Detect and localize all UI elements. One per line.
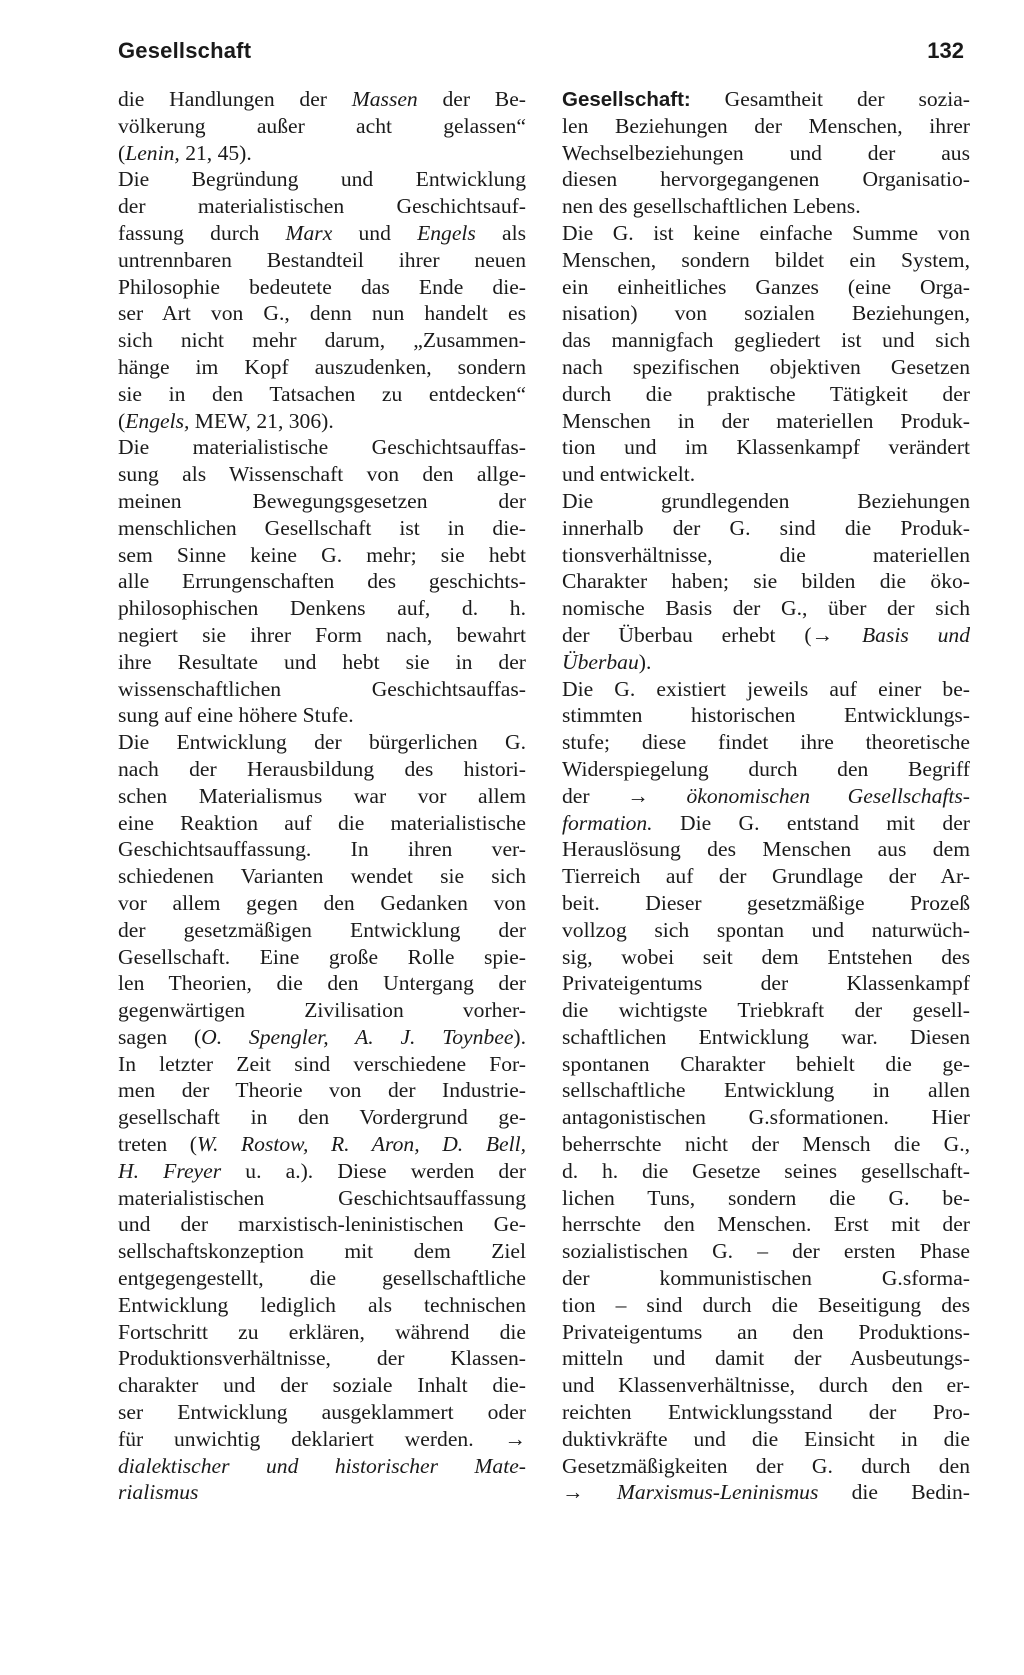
text-line xyxy=(562,1319,970,1346)
text-line xyxy=(562,140,970,167)
text-run: stufe; diese findet ihre theoretische xyxy=(562,730,970,755)
text-run: sellschaftskonzeption mit dem Ziel xyxy=(118,1239,526,1264)
text-line xyxy=(562,193,970,220)
text-line xyxy=(562,1051,970,1078)
text-run: gegenwärtigen Zivilisation vorher- xyxy=(118,998,526,1023)
text-run: innerhalb der G. sind die Produk- xyxy=(562,515,970,540)
text-run: sie in den Tatsachen zu entdecken“ xyxy=(118,381,526,406)
italic-text: O. Spengler, A. J. Toynbee xyxy=(201,1024,514,1049)
text-run: sung als Wissenschaft von den allge- xyxy=(118,462,526,487)
text-run: Geschichtsauffassung. In ihren ver- xyxy=(118,837,526,862)
text-line xyxy=(562,86,970,113)
text-run: 21, 45). xyxy=(179,140,252,165)
text-line xyxy=(118,515,526,542)
text-line xyxy=(118,140,526,167)
text-run: Entwicklung lediglich als technischen xyxy=(118,1292,526,1317)
text-line xyxy=(562,1265,970,1292)
text-line xyxy=(118,542,526,569)
text-run: Menschen in der materiellen Produk- xyxy=(562,408,970,433)
text-line xyxy=(562,1024,970,1051)
text-line xyxy=(562,381,970,408)
text-line xyxy=(562,166,970,193)
text-run: ein einheitliches Ganzes (eine Orga- xyxy=(562,274,970,299)
text-run: Gesellschaft. Eine große Rolle spie- xyxy=(118,944,526,969)
text-line xyxy=(562,595,970,622)
text-line xyxy=(562,1158,970,1185)
text-line xyxy=(118,1077,526,1104)
text-run: duktivkräfte und die Einsicht in die xyxy=(562,1426,970,1451)
text-line xyxy=(562,327,970,354)
text-line xyxy=(118,1265,526,1292)
text-run: Gesamtheit der sozia- xyxy=(690,87,970,111)
text-line xyxy=(118,1185,526,1212)
text-line xyxy=(118,1238,526,1265)
text-run: sozialistischen G. – der ersten Phase xyxy=(562,1239,970,1264)
text-line xyxy=(562,434,970,461)
italic-text: Engels, xyxy=(125,408,190,433)
text-line xyxy=(562,1185,970,1212)
text-line xyxy=(562,542,970,569)
text-line xyxy=(118,863,526,890)
text-run: ser Art von G., denn nun handelt es xyxy=(118,301,526,326)
text-run: der Be- xyxy=(417,87,526,111)
text-line xyxy=(562,247,970,274)
text-line xyxy=(118,649,526,676)
left-column xyxy=(118,86,526,1506)
text-line xyxy=(118,274,526,301)
text-line xyxy=(562,300,970,327)
text-run: meinen Bewegungsgesetzen der xyxy=(118,488,526,513)
text-line xyxy=(562,863,970,890)
text-line xyxy=(562,515,970,542)
text-run: diesen hervorgegangenen Organisatio- xyxy=(562,167,970,192)
text-run: Menschen, sondern bildet ein System, xyxy=(562,247,970,272)
text-line xyxy=(118,836,526,863)
text-line xyxy=(562,1104,970,1131)
text-run: Produktionsverhältnisse, der Klassen- xyxy=(118,1346,526,1371)
text-run: d. h. die Gesetze seines gesellschaft- xyxy=(562,1158,970,1183)
italic-text: Überbau xyxy=(562,649,639,674)
text-run: nach spezifischen objektiven Gesetzen xyxy=(562,354,970,379)
text-run: ( xyxy=(118,408,126,433)
text-line xyxy=(118,1372,526,1399)
text-run: entgegengestellt, die gesellschaftliche xyxy=(118,1266,526,1291)
text-run: Die Entwicklung der bürgerlichen G. xyxy=(118,730,526,755)
italic-text: Lenin, xyxy=(125,140,180,165)
text-line xyxy=(562,676,970,703)
text-run: beit. Dieser gesetzmäßige Prozeß xyxy=(562,890,970,915)
text-run: schaftlichen Entwicklung war. Diesen xyxy=(562,1024,970,1049)
text-line xyxy=(118,622,526,649)
text-run: durch die praktische Tätigkeit der xyxy=(562,381,970,406)
running-head xyxy=(118,38,964,74)
text-line xyxy=(118,1426,526,1453)
text-run: lichen Tuns, sondern die G. be- xyxy=(562,1185,970,1210)
text-run: negiert sie ihrer Form nach, bewahrt xyxy=(118,622,526,647)
text-run: sich nicht mehr darum, „Zusammen- xyxy=(118,328,526,353)
text-run: u. a.). Diese werden der xyxy=(221,1158,526,1183)
text-line xyxy=(118,220,526,247)
text-run: tion und im Klassenkampf verändert xyxy=(562,435,970,460)
text-run: men der Theorie von der Industrie- xyxy=(118,1078,526,1103)
text-run: Philosophie bedeutete das Ende die- xyxy=(118,274,526,299)
text-run: philosophischen Denkens auf, d. h. xyxy=(118,596,526,621)
text-line xyxy=(562,783,970,810)
text-run: das mannigfach gegliedert ist und sich xyxy=(562,328,970,353)
text-line xyxy=(118,381,526,408)
italic-text: Marx xyxy=(285,220,333,245)
text-run: Die Begründung und Entwicklung xyxy=(118,167,526,192)
text-run: ihre Resultate und hebt sie in der xyxy=(118,649,526,674)
text-run: nomische Basis der G., über der sich xyxy=(562,596,970,621)
italic-text: rialismus xyxy=(118,1480,199,1505)
text-run: und der marxistisch-leninistischen Ge- xyxy=(118,1212,526,1237)
text-run: der gesetzmäßigen Entwicklung der xyxy=(118,917,526,942)
text-line xyxy=(562,568,970,595)
text-run: tion – sind durch die Beseitigung des xyxy=(562,1292,970,1317)
text-line xyxy=(118,1319,526,1346)
text-run: Die materialistische Geschichtsauffas- xyxy=(118,435,526,460)
text-line xyxy=(118,1292,526,1319)
text-line xyxy=(118,1453,526,1480)
text-line xyxy=(562,622,970,649)
text-line xyxy=(562,702,970,729)
text-run: schen Materialismus war vor allem xyxy=(118,783,526,808)
text-run: beherrschte nicht der Mensch die G., xyxy=(562,1132,970,1157)
text-run: → xyxy=(562,1480,617,1505)
text-line xyxy=(118,1158,526,1185)
text-line xyxy=(118,1399,526,1426)
text-line xyxy=(118,1479,526,1506)
text-line xyxy=(562,917,970,944)
text-run: völkerung außer acht gelassen“ xyxy=(118,113,526,138)
text-run: charakter und der soziale Inhalt die- xyxy=(118,1373,526,1398)
text-run: herrschte den Menschen. Erst mit der xyxy=(562,1212,970,1237)
text-run: ( xyxy=(118,140,126,165)
text-line xyxy=(562,1479,970,1506)
text-run: Charakter haben; sie bilden die öko- xyxy=(562,569,970,594)
text-line xyxy=(118,810,526,837)
text-line xyxy=(118,113,526,140)
text-run: Wechselbeziehungen und der aus xyxy=(562,140,970,165)
text-run: Die G. ist keine einfache Summe von xyxy=(562,220,970,245)
text-line xyxy=(562,1453,970,1480)
text-run: spontanen Charakter behielt die ge- xyxy=(562,1051,970,1076)
text-run: der → xyxy=(562,783,687,808)
text-run: eine Reaktion auf die materialistische xyxy=(118,810,526,835)
text-line xyxy=(118,890,526,917)
text-run: sig, wobei seit dem Entstehen des xyxy=(562,944,970,969)
entry-lemma: Gesellschaft: xyxy=(562,88,691,111)
text-line xyxy=(562,1238,970,1265)
text-run: sagen ( xyxy=(118,1024,202,1049)
text-run: Die G. existiert jeweils auf einer be- xyxy=(562,676,970,701)
text-line xyxy=(562,1131,970,1158)
text-run: der materialistischen Geschichtsauf- xyxy=(118,194,526,219)
text-run: ). xyxy=(638,649,652,674)
text-line xyxy=(562,1077,970,1104)
text-line xyxy=(118,327,526,354)
text-run: Tierreich auf der Grundlage der Ar- xyxy=(562,864,970,889)
text-run: ser Entwicklung ausgeklammert oder xyxy=(118,1400,526,1425)
text-line xyxy=(118,247,526,274)
text-run: Gesetzmäßigkeiten der G. durch den xyxy=(562,1453,970,1478)
text-line xyxy=(562,488,970,515)
text-line xyxy=(118,1024,526,1051)
text-line xyxy=(562,970,970,997)
text-line xyxy=(118,756,526,783)
text-run: nisation) von sozialen Beziehungen, xyxy=(562,301,970,326)
page-number: 132 xyxy=(927,38,964,63)
text-line xyxy=(562,1399,970,1426)
text-line xyxy=(562,944,970,971)
text-line xyxy=(562,354,970,381)
text-run: Widerspiegelung durch den Begriff xyxy=(562,756,970,781)
text-run: antagonistischen G.sformationen. Hier xyxy=(562,1105,970,1130)
text-run: len Theorien, die den Untergang der xyxy=(118,971,526,996)
text-run: vor allem gegen den Gedanken von xyxy=(118,890,526,915)
text-line xyxy=(562,408,970,435)
text-line xyxy=(118,408,526,435)
text-line xyxy=(118,676,526,703)
text-line xyxy=(118,1131,526,1158)
text-run: sung auf eine höhere Stufe. xyxy=(118,703,354,728)
text-run: stimmten historischen Entwicklungs- xyxy=(562,703,970,728)
text-line xyxy=(562,1211,970,1238)
italic-text: Massen xyxy=(351,87,418,111)
text-run: Herauslösung des Menschen aus dem xyxy=(562,837,970,862)
text-run: sellschaftliche Entwicklung in allen xyxy=(562,1078,970,1103)
text-run: In letzter Zeit sind verschiedene For- xyxy=(118,1051,526,1076)
italic-text: dialektischer und historischer Mate- xyxy=(118,1453,526,1478)
text-line xyxy=(118,997,526,1024)
text-run: nen des gesellschaftlichen Lebens. xyxy=(562,194,861,219)
text-line xyxy=(118,193,526,220)
text-line xyxy=(562,729,970,756)
italic-text: Engels xyxy=(417,220,476,245)
text-line xyxy=(118,86,526,113)
text-line xyxy=(562,274,970,301)
italic-text: Basis und xyxy=(861,622,970,647)
text-line xyxy=(562,1372,970,1399)
text-line xyxy=(562,220,970,247)
text-run: ). xyxy=(513,1024,526,1049)
text-line xyxy=(118,568,526,595)
text-run: Die G. entstand mit der xyxy=(652,810,970,835)
text-run: und entwickelt. xyxy=(562,462,696,487)
text-run: len Beziehungen der Menschen, ihrer xyxy=(562,113,970,138)
italic-text: ökonomischen Gesellschafts- xyxy=(686,783,970,808)
text-run: die wichtigste Triebkraft der gesell- xyxy=(562,998,970,1023)
text-run: für unwichtig deklariert werden. → xyxy=(118,1426,526,1451)
text-line xyxy=(118,729,526,756)
text-run: wissenschaftlichen Geschichtsauffas- xyxy=(118,676,526,701)
text-line xyxy=(118,354,526,381)
text-run: fassung durch xyxy=(118,220,286,245)
text-run: schiedenen Varianten wendet sie sich xyxy=(118,864,526,889)
italic-text: Marxismus-Leninismus xyxy=(616,1480,819,1505)
text-line xyxy=(118,970,526,997)
text-run: und Klassenverhältnisse, durch den er- xyxy=(562,1373,970,1398)
text-run: nach der Herausbildung des histori- xyxy=(118,756,526,781)
text-run: materialistischen Geschichtsauffassung xyxy=(118,1185,526,1210)
text-run: Privateigentums der Klassenkampf xyxy=(562,971,970,996)
text-run: mitteln und damit der Ausbeutungs- xyxy=(562,1346,970,1371)
italic-text: formation. xyxy=(562,810,653,835)
text-line xyxy=(562,1345,970,1372)
text-line xyxy=(118,166,526,193)
text-line xyxy=(118,434,526,461)
italic-text: W. Rostow, R. Aron, D. Bell, xyxy=(196,1132,526,1157)
text-run: der kommunistischen G.sforma- xyxy=(562,1266,970,1291)
text-line xyxy=(562,113,970,140)
text-line xyxy=(562,890,970,917)
text-run: und xyxy=(332,220,418,245)
right-column xyxy=(562,86,970,1506)
text-line xyxy=(562,810,970,837)
text-line xyxy=(118,595,526,622)
text-line xyxy=(118,1211,526,1238)
text-line xyxy=(118,702,526,729)
text-run: die Bedin- xyxy=(818,1480,970,1505)
text-run: Die grundlegenden Beziehungen xyxy=(562,488,970,513)
text-line xyxy=(118,1345,526,1372)
text-line xyxy=(562,649,970,676)
text-line xyxy=(562,461,970,488)
text-run: vollzog sich spontan und naturwüch- xyxy=(562,917,970,942)
text-run: tionsverhältnisse, die materiellen xyxy=(562,542,970,567)
text-run: als xyxy=(475,220,526,245)
text-line xyxy=(118,461,526,488)
text-run: der Überbau erhebt (→ xyxy=(562,622,862,647)
text-line xyxy=(118,1104,526,1131)
text-line xyxy=(562,836,970,863)
text-line xyxy=(562,1292,970,1319)
text-run: alle Errungenschaften des geschichts- xyxy=(118,569,526,594)
text-run: die Handlungen der xyxy=(118,87,352,111)
text-run: Fortschritt zu erklären, während die xyxy=(118,1319,526,1344)
text-line xyxy=(562,997,970,1024)
text-run: Privateigentums an den Produktions- xyxy=(562,1319,970,1344)
text-line xyxy=(118,944,526,971)
italic-text: H. Freyer xyxy=(118,1158,222,1183)
text-line xyxy=(118,917,526,944)
text-run: treten ( xyxy=(118,1132,197,1157)
text-line xyxy=(118,300,526,327)
text-run: MEW, 21, 306). xyxy=(189,408,334,433)
text-run: hänge im Kopf auszudenken, sondern xyxy=(118,354,526,379)
running-head-title: Gesellschaft xyxy=(118,38,252,63)
text-run: menschlichen Gesellschaft ist in die- xyxy=(118,515,526,540)
text-line xyxy=(118,488,526,515)
text-line xyxy=(562,756,970,783)
text-run: sem Sinne keine G. mehr; sie hebt xyxy=(118,542,526,567)
text-line xyxy=(118,783,526,810)
text-line xyxy=(562,1426,970,1453)
text-run: untrennbaren Bestandteil ihrer neuen xyxy=(118,247,526,272)
text-run: gesellschaft in den Vordergrund ge- xyxy=(118,1105,526,1130)
text-run: reichten Entwicklungsstand der Pro- xyxy=(562,1400,970,1425)
text-line xyxy=(118,1051,526,1078)
